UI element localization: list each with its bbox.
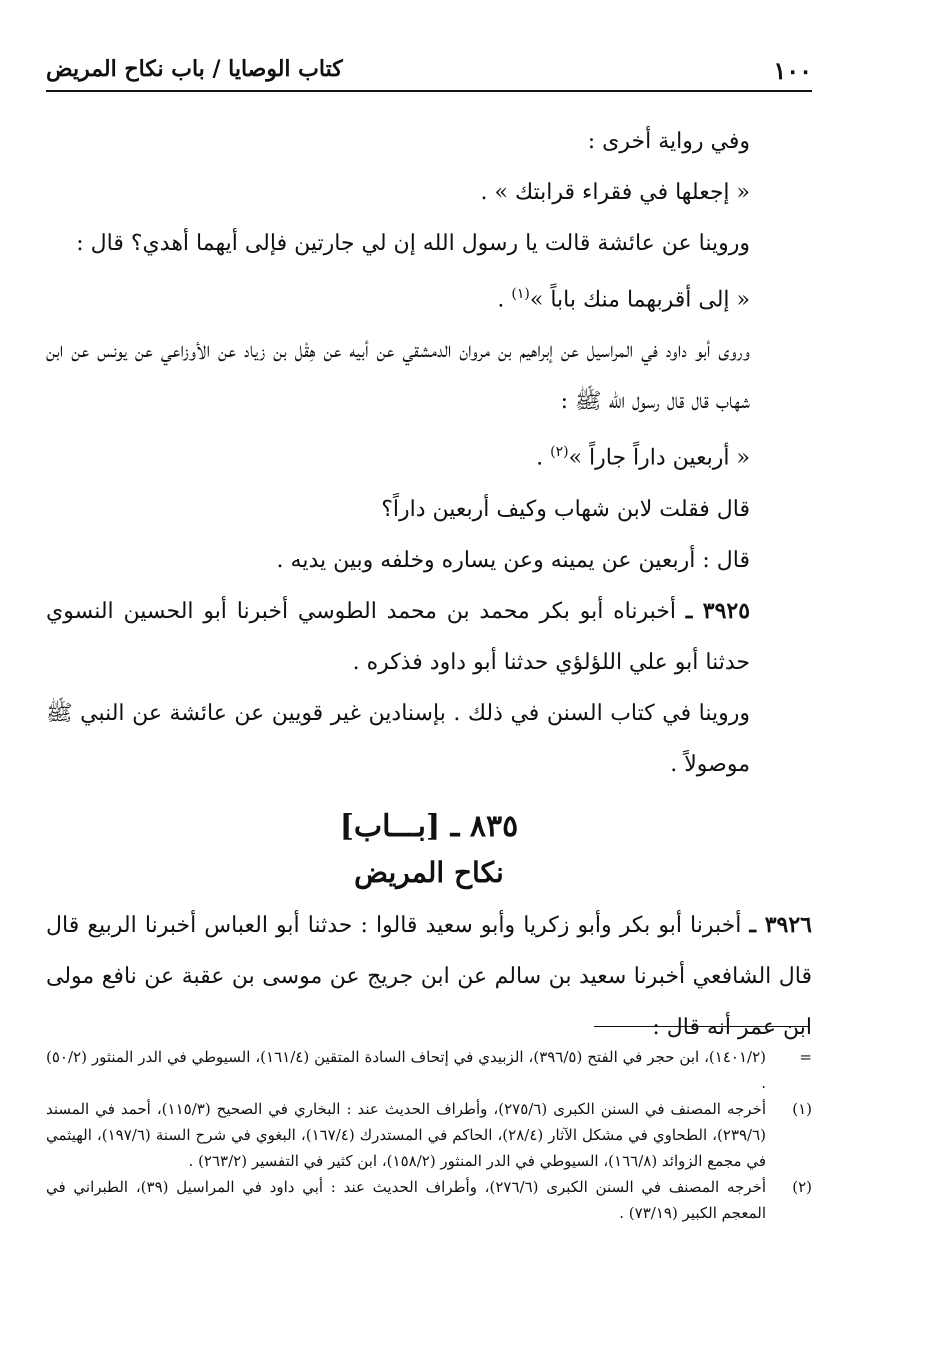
quote-text: « أربعين داراً جاراً » xyxy=(568,445,750,471)
chapter-title: نكاح المريض xyxy=(354,855,504,889)
footnote xyxy=(46,1096,812,1174)
footnote xyxy=(46,1044,812,1096)
paragraph: وروينا عن عائشة قالت يا رسول الله إن لي جارتين فإلى أيهما أهدي؟ قال : xyxy=(76,231,750,256)
paragraph xyxy=(46,900,812,1053)
paragraph xyxy=(46,586,812,688)
page-number: ١٠٠ xyxy=(773,56,812,85)
quote-text: « إلى أقربهما منك باباً » xyxy=(529,287,750,313)
paragraph: وروى أبو داود في المراسيل عن إبراهيم بن مروان الدمشقي عن أبيه عن هِقْل بن زياد عن الأوزاعي عن يونس عن ابن شهاب قال قال رسول الله ﷺ : xyxy=(46,338,750,415)
footnote-marker: (٢) xyxy=(792,1178,812,1196)
footnote-text: (١٤٠١/٢)، ابن حجر في الفتح (٣٩٦/٥)، الزبيدي في إتحاف السادة المتقين (١٦١/٤)، السيوطي في الدر المنثور (٥٠/٢) . xyxy=(46,1048,766,1092)
footnote-marker: = xyxy=(799,1048,812,1066)
paragraph xyxy=(46,427,812,483)
punctuation: . xyxy=(497,287,512,313)
paragraph xyxy=(46,269,812,325)
footnote-text: أخرجه المصنف في السنن الكبرى (٢٧٥/٦)، وأطراف الحديث عند : البخاري في الصحيح (١١٥/٣)، أحمد في المسند (٢٣٩/٦)، الطحاوي في مشكل الآثار (٢٨/٤)، الحاكم في المستدرك (١٦٧/٤)، البغوي في شرح السنة (١٩٧/٦)، الهيثمي في مجمع الزوائد (١٦٦/٨)، السيوطي في الدر المنثور (١٥٨/٢)، ابن كثير في التفسير (٢٦٣/٢) . xyxy=(46,1100,767,1170)
chapter-number: ٨٣٥ ـ [بـــاب] xyxy=(339,808,519,844)
footnote-marker: (١) xyxy=(792,1100,812,1118)
paragraph: وروينا في كتاب السنن في ذلك . بإسنادين غير قويين عن عائشة عن النبي ﷺ موصولاً . xyxy=(46,700,750,777)
footnote-divider xyxy=(594,1026,808,1027)
running-title: كتاب الوصايا / باب نكاح المريض xyxy=(46,56,343,82)
hadith-text: أخبرنا أبو بكر وأبو زكريا وأبو سعيد قالوا : حدثنا أبو العباس أخبرنا الربيع قال قال الشافعي أخبرنا سعيد بن سالم عن ابن جريج عن موسى بن عقبة عن نافع مولى ابن عمر أنه قال : xyxy=(46,912,812,1040)
footnotes xyxy=(46,1044,812,1226)
footnote-ref: (١) xyxy=(511,286,530,302)
hadith-number: ٣٩٢٥ ـ xyxy=(685,597,751,624)
paragraph: وفي رواية أخرى : xyxy=(587,129,750,154)
paragraph: قال : أربعين عن يمينه وعن يساره وخلفه وبين يديه . xyxy=(276,547,750,573)
main-text xyxy=(46,116,812,1053)
punctuation: . xyxy=(536,445,551,471)
paragraph: قال فقلت لابن شهاب وكيف أربعين داراً؟ xyxy=(381,496,750,522)
footnote xyxy=(46,1174,812,1226)
paragraph: « إجعلها في فقراء قرابتك » . xyxy=(480,180,750,205)
page-header xyxy=(46,50,812,92)
hadith-number: ٣٩٢٦ ـ xyxy=(749,911,812,938)
footnote-ref: (٢) xyxy=(550,444,569,461)
footnote-text: أخرجه المصنف في السنن الكبرى (٢٧٦/٦)، وأطراف الحديث عند : أبي داود في المراسيل (٣٩)، الطبراني في المعجم الكبير (٧٣/١٩) . xyxy=(46,1178,766,1222)
chapter-heading xyxy=(46,804,812,896)
hadith-text: أخبرناه أبو بكر محمد بن محمد الطوسي أخبرنا أبو الحسين النسوي حدثنا أبو علي اللؤلؤي حدثنا أبو داود فذكره . xyxy=(46,598,750,675)
